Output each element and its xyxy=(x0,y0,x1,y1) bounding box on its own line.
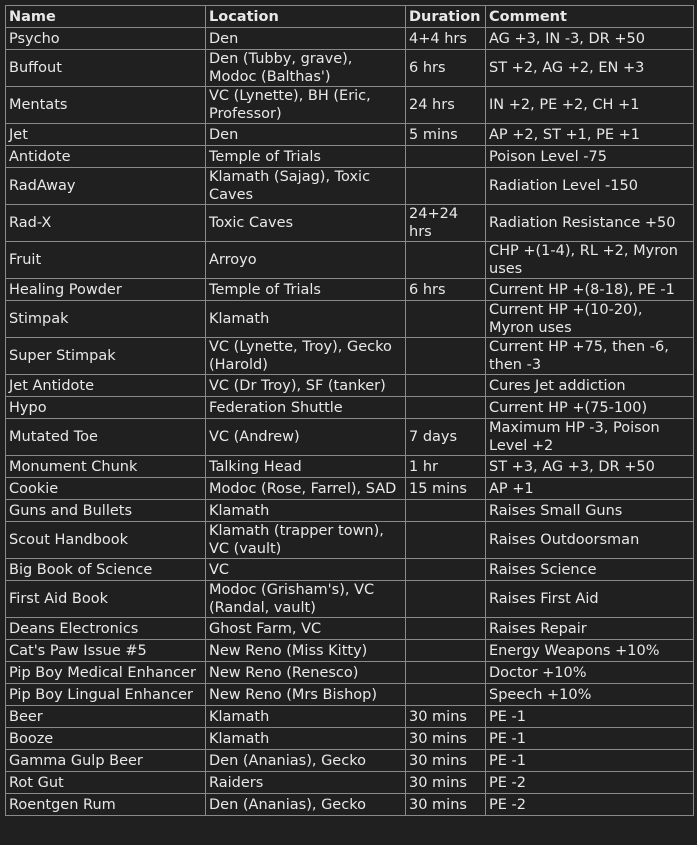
cell-duration: 30 mins xyxy=(406,794,486,816)
cell-location: Klamath xyxy=(206,728,406,750)
cell-comment: Speech +10% xyxy=(486,684,694,706)
cell-duration: 1 hr xyxy=(406,456,486,478)
cell-comment: Current HP +(75-100) xyxy=(486,397,694,419)
cell-comment: Raises Science xyxy=(486,559,694,581)
cell-name: Mentats xyxy=(6,87,206,124)
cell-location: Den (Ananias), Gecko xyxy=(206,794,406,816)
table-row xyxy=(6,397,694,419)
cell-location: Raiders xyxy=(206,772,406,794)
table-row xyxy=(6,419,694,456)
cell-name: Rot Gut xyxy=(6,772,206,794)
cell-name: Healing Powder xyxy=(6,279,206,301)
cell-location: Den (Tubby, grave), Modoc (Balthas') xyxy=(206,50,406,87)
table-row xyxy=(6,794,694,816)
table-row xyxy=(6,772,694,794)
table-row xyxy=(6,375,694,397)
cell-location: New Reno (Renesco) xyxy=(206,662,406,684)
cell-duration: 30 mins xyxy=(406,706,486,728)
cell-comment: PE -1 xyxy=(486,750,694,772)
cell-name: Guns and Bullets xyxy=(6,500,206,522)
cell-location: Klamath (trapper town), VC (vault) xyxy=(206,522,406,559)
cell-name: Deans Electronics xyxy=(6,618,206,640)
cell-duration: 15 mins xyxy=(406,478,486,500)
table-row xyxy=(6,581,694,618)
cell-duration: 6 hrs xyxy=(406,50,486,87)
table-row xyxy=(6,87,694,124)
cell-comment: Raises Repair xyxy=(486,618,694,640)
cell-duration xyxy=(406,168,486,205)
cell-duration: 7 days xyxy=(406,419,486,456)
cell-location: Arroyo xyxy=(206,242,406,279)
items-table xyxy=(5,5,694,816)
cell-comment: Raises Small Guns xyxy=(486,500,694,522)
cell-name: First Aid Book xyxy=(6,581,206,618)
cell-duration: 30 mins xyxy=(406,750,486,772)
cell-location: VC (Lynette), BH (Eric, Professor) xyxy=(206,87,406,124)
cell-comment: ST +3, AG +3, DR +50 xyxy=(486,456,694,478)
cell-duration xyxy=(406,640,486,662)
cell-name: Rad-X xyxy=(6,205,206,242)
table-row xyxy=(6,618,694,640)
cell-comment: Current HP +75, then -6, then -3 xyxy=(486,338,694,375)
cell-name: Pip Boy Lingual Enhancer xyxy=(6,684,206,706)
cell-name: Mutated Toe xyxy=(6,419,206,456)
cell-comment: Cures Jet addiction xyxy=(486,375,694,397)
cell-comment: Poison Level -75 xyxy=(486,146,694,168)
table-row xyxy=(6,662,694,684)
cell-location: Federation Shuttle xyxy=(206,397,406,419)
table-row xyxy=(6,559,694,581)
cell-comment: PE -2 xyxy=(486,772,694,794)
cell-comment: AP +2, ST +1, PE +1 xyxy=(486,124,694,146)
cell-name: Hypo xyxy=(6,397,206,419)
table-row xyxy=(6,279,694,301)
cell-location: New Reno (Mrs Bishop) xyxy=(206,684,406,706)
cell-duration: 24+24 hrs xyxy=(406,205,486,242)
table-row xyxy=(6,168,694,205)
cell-location: Den xyxy=(206,124,406,146)
cell-name: Beer xyxy=(6,706,206,728)
cell-name: Scout Handbook xyxy=(6,522,206,559)
table-row xyxy=(6,338,694,375)
table-row xyxy=(6,205,694,242)
cell-duration xyxy=(406,397,486,419)
cell-name: Gamma Gulp Beer xyxy=(6,750,206,772)
cell-duration: 30 mins xyxy=(406,728,486,750)
cell-name: Psycho xyxy=(6,28,206,50)
cell-comment: PE -1 xyxy=(486,706,694,728)
cell-location: Den (Ananias), Gecko xyxy=(206,750,406,772)
cell-comment: Radiation Resistance +50 xyxy=(486,205,694,242)
cell-name: Monument Chunk xyxy=(6,456,206,478)
table-row xyxy=(6,456,694,478)
table-row xyxy=(6,301,694,338)
cell-duration xyxy=(406,522,486,559)
cell-comment: PE -2 xyxy=(486,794,694,816)
cell-location: Klamath xyxy=(206,706,406,728)
cell-location: Toxic Caves xyxy=(206,205,406,242)
cell-location: Modoc (Rose, Farrel), SAD xyxy=(206,478,406,500)
cell-duration xyxy=(406,684,486,706)
cell-duration xyxy=(406,301,486,338)
cell-comment: Radiation Level -150 xyxy=(486,168,694,205)
cell-name: Antidote xyxy=(6,146,206,168)
cell-name: Big Book of Science xyxy=(6,559,206,581)
cell-duration: 5 mins xyxy=(406,124,486,146)
cell-location: Klamath xyxy=(206,500,406,522)
cell-location: Temple of Trials xyxy=(206,279,406,301)
cell-duration: 24 hrs xyxy=(406,87,486,124)
cell-comment: Raises Outdoorsman xyxy=(486,522,694,559)
cell-name: Cat's Paw Issue #5 xyxy=(6,640,206,662)
cell-location: New Reno (Miss Kitty) xyxy=(206,640,406,662)
cell-comment: Current HP +(10-20), Myron uses xyxy=(486,301,694,338)
cell-duration xyxy=(406,146,486,168)
cell-comment: Maximum HP -3, Poison Level +2 xyxy=(486,419,694,456)
cell-name: Stimpak xyxy=(6,301,206,338)
cell-duration xyxy=(406,618,486,640)
cell-comment: Current HP +(8-18), PE -1 xyxy=(486,279,694,301)
table-row xyxy=(6,750,694,772)
table-row xyxy=(6,500,694,522)
table-row xyxy=(6,684,694,706)
cell-comment: CHP +(1-4), RL +2, Myron uses xyxy=(486,242,694,279)
cell-location: VC (Dr Troy), SF (tanker) xyxy=(206,375,406,397)
cell-duration: 30 mins xyxy=(406,772,486,794)
cell-name: Fruit xyxy=(6,242,206,279)
cell-name: Buffout xyxy=(6,50,206,87)
cell-name: Jet Antidote xyxy=(6,375,206,397)
cell-location: VC xyxy=(206,559,406,581)
table-row xyxy=(6,146,694,168)
header-duration: Duration xyxy=(406,6,486,28)
cell-comment: AP +1 xyxy=(486,478,694,500)
cell-location: Ghost Farm, VC xyxy=(206,618,406,640)
header-name: Name xyxy=(6,6,206,28)
header-row xyxy=(6,6,694,28)
cell-location: Modoc (Grisham's), VC (Randal, vault) xyxy=(206,581,406,618)
cell-duration xyxy=(406,581,486,618)
cell-location: VC (Lynette, Troy), Gecko (Harold) xyxy=(206,338,406,375)
cell-duration xyxy=(406,375,486,397)
cell-duration: 6 hrs xyxy=(406,279,486,301)
header-location: Location xyxy=(206,6,406,28)
table-row xyxy=(6,50,694,87)
table-row xyxy=(6,728,694,750)
cell-name: Jet xyxy=(6,124,206,146)
table-row xyxy=(6,242,694,279)
table-row xyxy=(6,28,694,50)
header-comment: Comment xyxy=(486,6,694,28)
cell-comment: Raises First Aid xyxy=(486,581,694,618)
cell-duration xyxy=(406,338,486,375)
cell-comment: PE -1 xyxy=(486,728,694,750)
cell-name: RadAway xyxy=(6,168,206,205)
cell-name: Super Stimpak xyxy=(6,338,206,375)
cell-comment: Doctor +10% xyxy=(486,662,694,684)
cell-name: Booze xyxy=(6,728,206,750)
cell-comment: Energy Weapons +10% xyxy=(486,640,694,662)
cell-location: Klamath (Sajag), Toxic Caves xyxy=(206,168,406,205)
items-table-container xyxy=(5,5,694,816)
table-row xyxy=(6,124,694,146)
cell-name: Pip Boy Medical Enhancer xyxy=(6,662,206,684)
cell-name: Roentgen Rum xyxy=(6,794,206,816)
cell-duration xyxy=(406,559,486,581)
table-row xyxy=(6,522,694,559)
cell-comment: IN +2, PE +2, CH +1 xyxy=(486,87,694,124)
cell-name: Cookie xyxy=(6,478,206,500)
table-row xyxy=(6,478,694,500)
cell-duration: 4+4 hrs xyxy=(406,28,486,50)
cell-location: Klamath xyxy=(206,301,406,338)
table-row xyxy=(6,640,694,662)
table-row xyxy=(6,706,694,728)
cell-duration xyxy=(406,242,486,279)
cell-location: Talking Head xyxy=(206,456,406,478)
cell-duration xyxy=(406,500,486,522)
cell-comment: AG +3, IN -3, DR +50 xyxy=(486,28,694,50)
cell-location: VC (Andrew) xyxy=(206,419,406,456)
cell-duration xyxy=(406,662,486,684)
cell-comment: ST +2, AG +2, EN +3 xyxy=(486,50,694,87)
cell-location: Temple of Trials xyxy=(206,146,406,168)
cell-location: Den xyxy=(206,28,406,50)
